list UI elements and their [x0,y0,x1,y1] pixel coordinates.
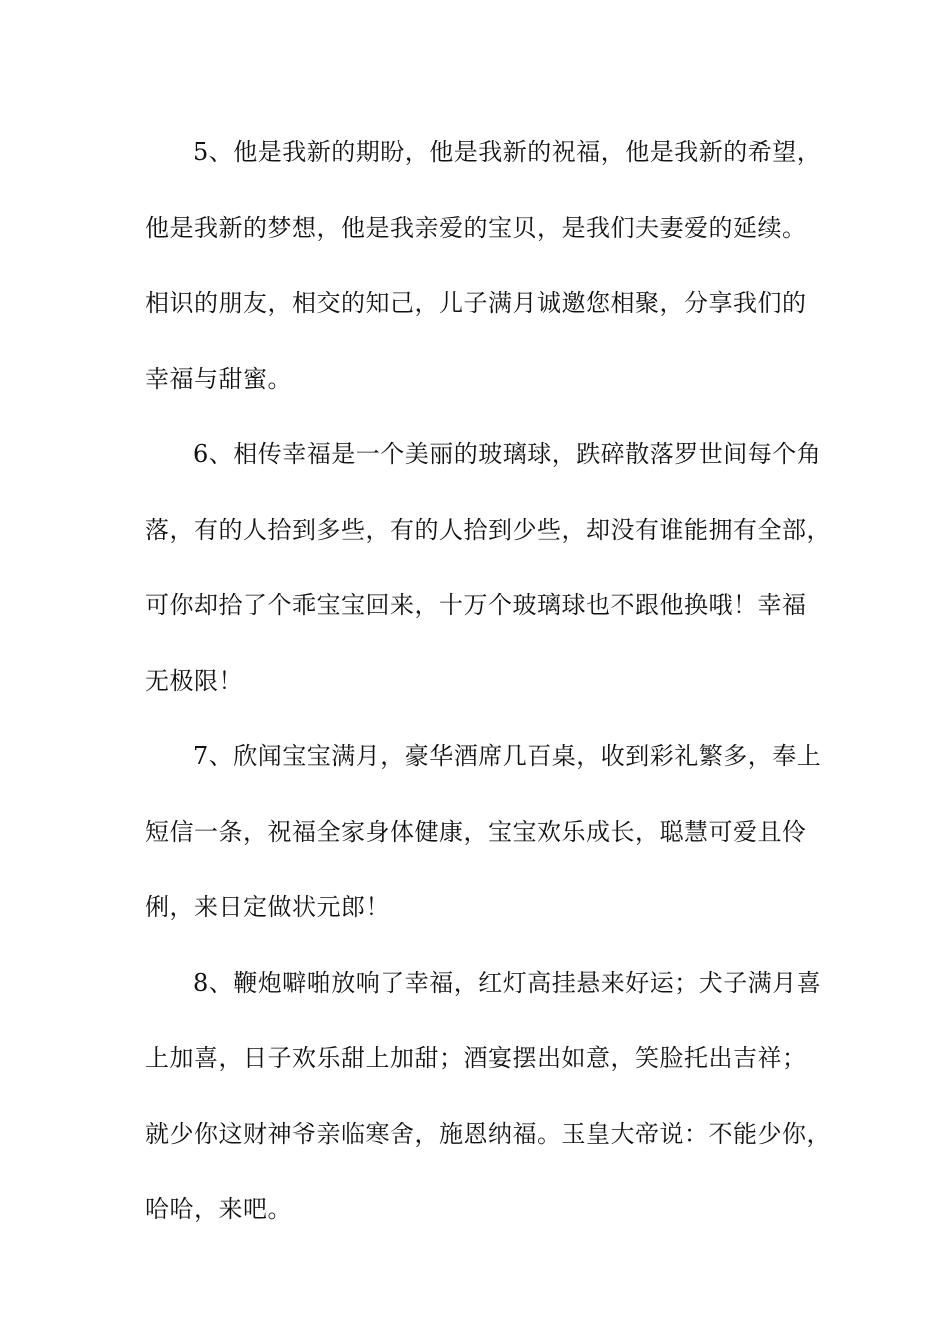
paragraph-5-line-3: 相识的朋友，相交的知己，儿子满月诚邀您相聚，分享我们的 [145,289,807,317]
paragraph-6-line-4: 无极限！ [145,666,243,695]
paragraph-5-line-2: 他是我新的梦想，他是我亲爱的宝贝，是我们夫妻爱的延续。 [145,213,807,242]
paragraph-6-line-1: 6、相传幸福是一个美丽的玻璃球，跌碎散落罗世间每个角 [193,440,822,468]
paragraph-8-line-2: 上加喜，日子欢乐甜上加甜；酒宴摆出如意，笑脸托出吉祥； [145,1044,807,1072]
paragraph-5-line-4: 幸福与甜蜜。 [145,364,292,393]
document-body [145,124,835,1257]
paragraph-8-line-3: 就少你这财神爷亲临寒舍，施恩纳福。玉皇大帝说：不能少你， [145,1119,831,1148]
paragraph-7-line-1: 7、欣闻宝宝满月，豪华酒席几百桌，收到彩礼繁多，奉上 [193,742,822,770]
paragraph-6-line-3: 可你却拾了个乖宝宝回来，十万个玻璃球也不跟他换哦！幸福 [145,591,807,619]
paragraph-5-line-1: 5、他是我新的期盼，他是我新的祝福，他是我新的希望， [193,138,822,166]
paragraph-8-line-1: 8、鞭炮噼啪放响了幸福，红灯高挂悬来好运；犬子满月喜 [193,968,822,997]
paragraph-7-line-2: 短信一条，祝福全家身体健康，宝宝欢乐成长，聪慧可爱且伶 [145,817,807,846]
paragraph-8-line-4: 哈哈，来吧。 [145,1195,292,1223]
paragraph-6-line-2: 落，有的人拾到多些，有的人拾到少些，却没有谁能拥有全部， [145,515,831,544]
paragraph-7-line-3: 俐，来日定做状元郎！ [145,893,390,921]
